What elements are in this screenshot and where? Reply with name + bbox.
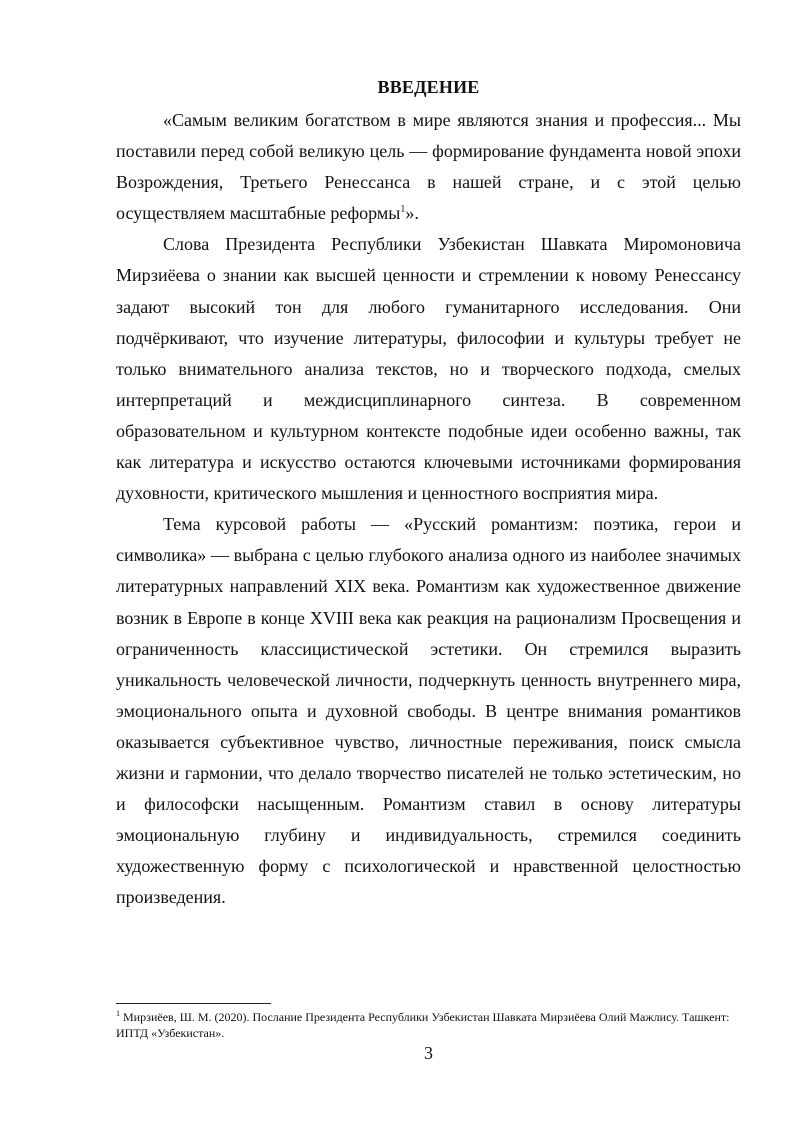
quote-end: ». bbox=[405, 203, 419, 224]
page-heading: ВВЕДЕНИЕ bbox=[377, 77, 480, 97]
footnote-separator bbox=[116, 1003, 271, 1004]
footnote-reference[interactable]: 1 bbox=[400, 204, 406, 216]
paragraph-quote bbox=[116, 105, 741, 229]
page-number: 3 bbox=[424, 1043, 433, 1063]
footnote-text: Мирзиёев, Ш. М. (2020). Послание Президента Республики Узбекистан Шавката Мирзиёева Олий Мажлису. Ташкент: ИПТД «Узбекистан». bbox=[116, 1010, 730, 1040]
footnote-marker: 1 bbox=[116, 1009, 120, 1018]
paragraph-3: Тема курсовой работы — «Русский романтизм: поэтика, герои и символика» — выбрана с целью глубокого анализа одного из наиболее значимых литературных направлений XIX века. Романтизм как художественное движение возник в Европе в конце XVIII века как реакция на рационализм Просвещения и ограниченность классицистической эстетики. Он стремился выразить уникальность человеческой личности, подчеркнуть ценность внутреннего мира, эмоционального опыта и духовной свободы. В центре внимания романтиков оказывается субъективное чувство, личностные переживания, поиск смысла жизни и гармонии, что делало творчество писателей не только эстетическим, но и философски насыщенным. Романтизм ставил в основу литературы эмоциональную глубину и индивидуальность, стремился соединить художественную форму с психологической и нравственной целостностью произведения. bbox=[116, 514, 741, 908]
paragraph-2: Слова Президента Республики Узбекистан Шавката Миромоновича Мирзиёева о знании как высшей ценности и стремлении к новому Ренессансу задают высокий тон для любого гуманитарного исследования. Они подчёркивают, что изучение литературы, философии и культуры требует не только внимательного анализа текстов, но и творческого подхода, смелых интерпретаций и междисциплинарного синтеза. В современном образовательном и культурном контексте подобные идеи особенно важны, так как литература и искусство остаются ключевыми источниками формирования духовности, критического мышления и ценностного восприятия мира. bbox=[116, 234, 741, 504]
footnote bbox=[116, 1009, 741, 1041]
main-text bbox=[116, 105, 741, 913]
quote-text: «Самым великим богатством в мире являются знания и профессия... Мы поставили перед собой великую цель — формирование фундамента новой эпохи Возрождения, Третьего Ренессанса в нашей стране, и с этой целью осуществляем масштабные реформы bbox=[116, 110, 741, 224]
